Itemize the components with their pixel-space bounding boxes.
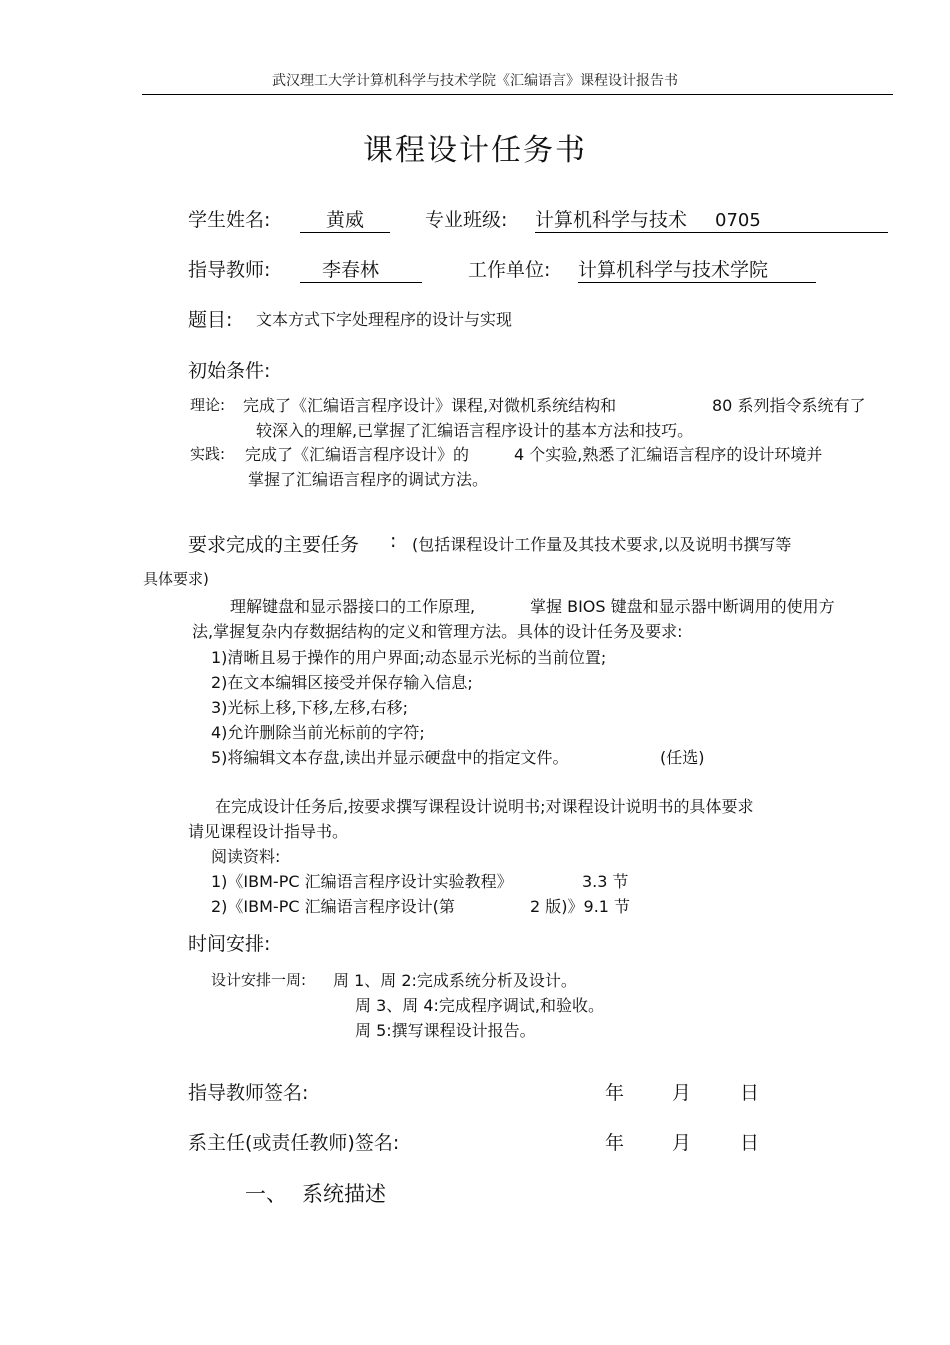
page-header: 武汉理工大学计算机科学与技术学院《汇编语言》课程设计报告书 bbox=[272, 73, 678, 89]
requirements-intro-2: 法,掌握复杂内存数据结构的定义和管理方法。具体的设计任务及要求: bbox=[192, 622, 683, 641]
requirements-colon: : bbox=[390, 530, 397, 552]
practice-label: 实践: bbox=[190, 445, 226, 463]
requirements-note-1: (包括课程设计工作量及其技术要求,以及说明书撰写等 bbox=[412, 535, 792, 554]
advisor-label: 指导教师: bbox=[188, 259, 271, 281]
section-number: 一、 bbox=[245, 1182, 287, 1206]
after-tasks-line-2: 请见课程设计指导书。 bbox=[188, 822, 349, 841]
requirements-note-2: 具体要求) bbox=[143, 570, 209, 588]
advisor-signature-day: 日 bbox=[740, 1082, 760, 1104]
schedule-line-2: 周 3、周 4:完成程序调试,和验收。 bbox=[355, 996, 605, 1015]
reading-item: 1)《IBM-PC 汇编语言程序设计实验教程》 bbox=[211, 872, 513, 891]
advisor-signature-label: 指导教师签名: bbox=[188, 1082, 309, 1104]
major-label: 专业班级: bbox=[425, 209, 508, 231]
theory-line-2: 较深入的理解,已掌握了汇编语言程序设计的基本方法和技巧。 bbox=[256, 421, 694, 440]
schedule-heading: 时间安排: bbox=[188, 933, 271, 955]
director-signature-month: 月 bbox=[672, 1132, 692, 1154]
major-value-row bbox=[535, 205, 888, 233]
initial-conditions-heading: 初始条件: bbox=[188, 360, 271, 382]
theory-line-1b: 80 系列指令系统有了 bbox=[712, 396, 866, 415]
schedule-line-3: 周 5:撰写课程设计报告。 bbox=[355, 1021, 536, 1040]
major-class: 0705 bbox=[715, 210, 761, 231]
task-item-optional: (任选) bbox=[660, 748, 705, 767]
requirements-intro-1a: 理解键盘和显示器接口的工作原理, bbox=[230, 597, 476, 616]
practice-line-1b: 4 个实验,熟悉了汇编语言程序的设计环境并 bbox=[514, 445, 823, 464]
director-signature-day: 日 bbox=[740, 1132, 760, 1154]
requirements-intro-1b: 掌握 BIOS 键盘和显示器中断调用的使用方 bbox=[530, 597, 835, 616]
theory-line-1a: 完成了《汇编语言程序设计》课程,对微机系统结构和 bbox=[243, 396, 617, 415]
practice-line-1a: 完成了《汇编语言程序设计》的 bbox=[245, 445, 470, 464]
theory-label: 理论: bbox=[190, 396, 226, 414]
requirements-heading: 要求完成的主要任务 bbox=[188, 534, 360, 556]
student-name-value: 黄威 bbox=[300, 205, 390, 233]
advisor-signature-month: 月 bbox=[672, 1082, 692, 1104]
advisor-value: 李春林 bbox=[300, 255, 422, 283]
topic-value: 文本方式下字处理程序的设计与实现 bbox=[256, 310, 513, 329]
unit-value: 计算机科学与技术学院 bbox=[578, 255, 816, 283]
unit-label: 工作单位: bbox=[468, 259, 551, 281]
reading-item: 2)《IBM-PC 汇编语言程序设计(第 bbox=[211, 897, 455, 916]
page-title: 课程设计任务书 bbox=[363, 133, 587, 168]
reading-label: 阅读资料: bbox=[211, 847, 281, 866]
advisor-signature-year: 年 bbox=[605, 1082, 625, 1104]
after-tasks-line-1: 在完成设计任务后,按要求撰写课程设计说明书;对课程设计说明书的具体要求 bbox=[215, 797, 754, 816]
director-signature-year: 年 bbox=[605, 1132, 625, 1154]
practice-line-2: 掌握了汇编语言程序的调试方法。 bbox=[248, 470, 489, 489]
section-title: 系统描述 bbox=[302, 1182, 386, 1206]
topic-label: 题目: bbox=[188, 309, 233, 331]
task-item: 2)在文本编辑区接受并保存输入信息; bbox=[211, 673, 473, 692]
reading-item-suffix: 3.3 节 bbox=[582, 872, 629, 891]
header-rule bbox=[142, 94, 893, 95]
schedule-line-1-label: 设计安排一周: bbox=[211, 971, 307, 989]
task-item: 5)将编辑文本存盘,读出并显示硬盘中的指定文件。 bbox=[211, 748, 569, 767]
student-name-label: 学生姓名: bbox=[188, 209, 271, 231]
reading-item-suffix: 2 版)》9.1 节 bbox=[530, 897, 631, 916]
task-item: 3)光标上移,下移,左移,右移; bbox=[211, 698, 409, 717]
director-signature-label: 系主任(或责任教师)签名: bbox=[188, 1132, 400, 1154]
task-item: 1)清晰且易于操作的用户界面;动态显示光标的当前位置; bbox=[211, 648, 607, 667]
task-item: 4)允许删除当前光标前的字符; bbox=[211, 723, 425, 742]
schedule-line-1: 周 1、周 2:完成系统分析及设计。 bbox=[333, 971, 577, 990]
major-value: 计算机科学与技术 bbox=[535, 209, 688, 231]
